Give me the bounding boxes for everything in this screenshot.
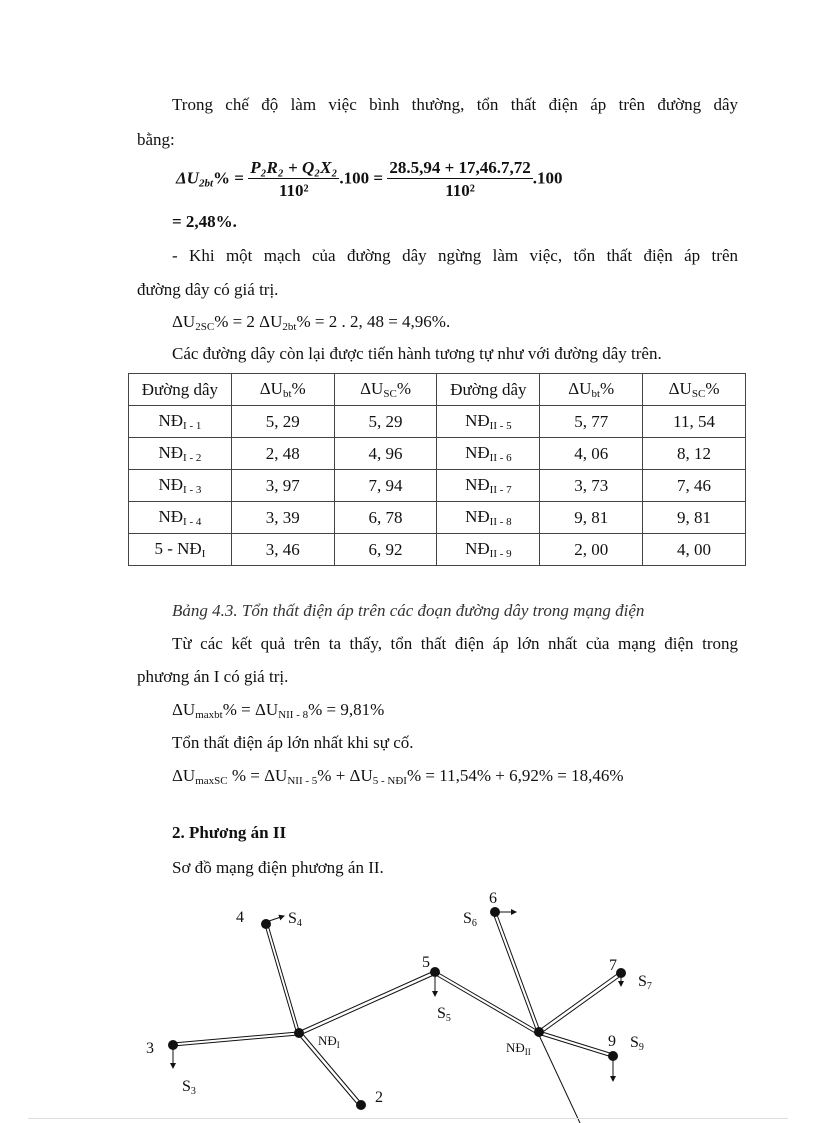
cell-sc: 5, 29 xyxy=(334,406,437,438)
formula-du2sc: $\Delta U_{2SC}\% = 2$ $\Delta U_{2bt}\% = 2$ . 2, 48 = 4,96%. xyxy=(172,312,451,333)
cell-bt: 5, 29 xyxy=(231,406,334,438)
label-s3: S3 xyxy=(182,1078,196,1097)
section-title: 2. Phương án II xyxy=(172,823,287,842)
label-node-3: 3 xyxy=(146,1040,154,1057)
cell-line: $NĐ_{II - 6}$ xyxy=(437,438,540,470)
header-du-bt-2: $\Delta U_{bt}\%$ xyxy=(540,374,643,406)
node-3 xyxy=(168,1040,178,1050)
cell-sc: 6, 92 xyxy=(334,534,437,566)
header-line-2: Đường dây xyxy=(437,374,540,406)
node-4 xyxy=(261,919,271,929)
fraction-numeric: $\frac{28.5,94 + 17,46.7,72}{\text{110²}}$ xyxy=(389,158,531,200)
cell-sc: 7, 46 xyxy=(643,470,746,502)
cell-bt: 5, 77 xyxy=(540,406,643,438)
header-du-sc-2: $\Delta U_{SC}\%$ xyxy=(643,374,746,406)
label-node-7: 7 xyxy=(609,957,617,974)
cell-bt: 3, 97 xyxy=(231,470,334,502)
header-du-sc-1: $\Delta U_{SC}\%$ xyxy=(334,374,437,406)
formula-du2bt: $\Delta U_{2bt}\%$ = $\frac{\text{P₂R₂ + Q₂X₂}}{\text{110²}}$ .100 = $\frac{28.5,94 + 17,46.7,72}{\text{110²}}$ .100 xyxy=(176,158,563,200)
cell-sc: 8, 12 xyxy=(643,438,746,470)
label-s9: S9 xyxy=(630,1034,644,1053)
cell-bt: 3, 73 xyxy=(540,470,643,502)
cell-line: $NĐ_{I - 4}$ xyxy=(129,502,232,534)
node-ndii xyxy=(534,1027,544,1037)
node-7 xyxy=(616,968,626,978)
table-caption: Bảng 4.3. Tổn thất điện áp trên các đoạn đường dây trong mạng điện xyxy=(172,601,645,620)
cell-bt: 3, 39 xyxy=(231,502,334,534)
cell-line: $NĐ_{I - 3}$ xyxy=(129,470,232,502)
paragraph-2-line-1: - Khi một mạch của đường dây ngừng làm việc, tổn thất điện áp trên xyxy=(172,246,738,265)
cell-sc: 7, 94 xyxy=(334,470,437,502)
paragraph-5: Tổn thất điện áp lớn nhất khi sự cố. xyxy=(172,733,414,752)
paragraph-6: Sơ đồ mạng điện phương án II. xyxy=(172,858,384,877)
label-node-9: 9 xyxy=(608,1033,616,1050)
cell-bt: 9, 81 xyxy=(540,502,643,534)
line-ndii-6 xyxy=(493,913,537,1032)
cell-bt: 2, 48 xyxy=(231,438,334,470)
cell-sc: 9, 81 xyxy=(643,502,746,534)
formula-du2bt-result: = 2,48%. xyxy=(172,212,237,231)
node-9 xyxy=(608,1051,618,1061)
label-s5: S5 xyxy=(437,1005,451,1024)
cell-bt: 3, 46 xyxy=(231,534,334,566)
label-ndi: $NĐ_I$ xyxy=(318,1033,340,1050)
cell-line: $NĐ_{II - 8}$ xyxy=(437,502,540,534)
cell-line: $NĐ_{II - 7}$ xyxy=(437,470,540,502)
paragraph-1-line-2: bằng: xyxy=(137,130,175,149)
line-ndi-5 xyxy=(298,971,434,1032)
node-2 xyxy=(356,1100,366,1110)
line-ndi-3 xyxy=(173,1032,298,1043)
header-line-1: Đường dây xyxy=(129,374,232,406)
node-5 xyxy=(430,967,440,977)
line-ndii-9 xyxy=(539,1031,613,1054)
cell-bt: 2, 00 xyxy=(540,534,643,566)
cell-line: $5 - NĐ_I$ xyxy=(129,534,232,566)
label-node-4: 4 xyxy=(236,909,244,926)
node-6 xyxy=(490,907,500,917)
cell-bt: 4, 06 xyxy=(540,438,643,470)
label-s6: S6 xyxy=(463,910,477,929)
label-node-5: 5 xyxy=(422,954,430,971)
paragraph-4-line-2: phương án I có giá trị. xyxy=(137,667,289,686)
fraction-symbolic: $\frac{\text{P₂R₂ + Q₂X₂}}{\text{110²}}$ xyxy=(250,158,338,200)
paragraph-2-line-2: đường dây có giá trị. xyxy=(137,280,279,299)
label-s7: S7 xyxy=(638,973,652,992)
label-node-2: 2 xyxy=(375,1089,383,1106)
formula-max-bt: $\Delta U_{maxbt}\% = \Delta U_{NII - 8}\% = 9,81\%$ xyxy=(172,700,385,721)
paragraph-4-line-1: Từ các kết quả trên ta thấy, tổn thất điện áp lớn nhất của mạng điện trong xyxy=(172,634,738,653)
paragraph-3: Các đường dây còn lại được tiến hành tương tự như với đường dây trên. xyxy=(172,344,662,363)
cell-sc: 11, 54 xyxy=(643,406,746,438)
label-s4: S4 xyxy=(288,910,302,929)
line-ndii-8 xyxy=(538,1033,580,1123)
cell-sc: 4, 00 xyxy=(643,534,746,566)
header-du-bt-1: $\Delta U_{bt}\%$ xyxy=(231,374,334,406)
cell-line: $NĐ_{I - 1}$ xyxy=(129,406,232,438)
cell-sc: 6, 78 xyxy=(334,502,437,534)
label-ndii: $NĐ_{II}$ xyxy=(506,1040,531,1057)
formula-max-sc: $\Delta U_{maxSC}$ % = $\Delta U_{NII - 5}\% + \Delta U_{5 - NĐI}\% = 11,54\% + 6,92\% = 18,46\%$ xyxy=(172,766,624,787)
cell-line: $NĐ_{II - 5}$ xyxy=(437,406,540,438)
cell-sc: 4, 96 xyxy=(334,438,437,470)
paragraph-1-line-1: Trong chế độ làm việc bình thường, tổn thất điện áp trên đường dây xyxy=(172,95,738,114)
node-ndi xyxy=(294,1028,304,1038)
page-bottom-divider xyxy=(28,1118,788,1119)
cell-line: $NĐ_{I - 2}$ xyxy=(129,438,232,470)
label-node-6: 6 xyxy=(489,890,497,907)
line-ndii-7 xyxy=(538,972,620,1031)
line-ndi-4 xyxy=(265,925,297,1034)
cell-line: $NĐ_{II - 9}$ xyxy=(437,534,540,566)
